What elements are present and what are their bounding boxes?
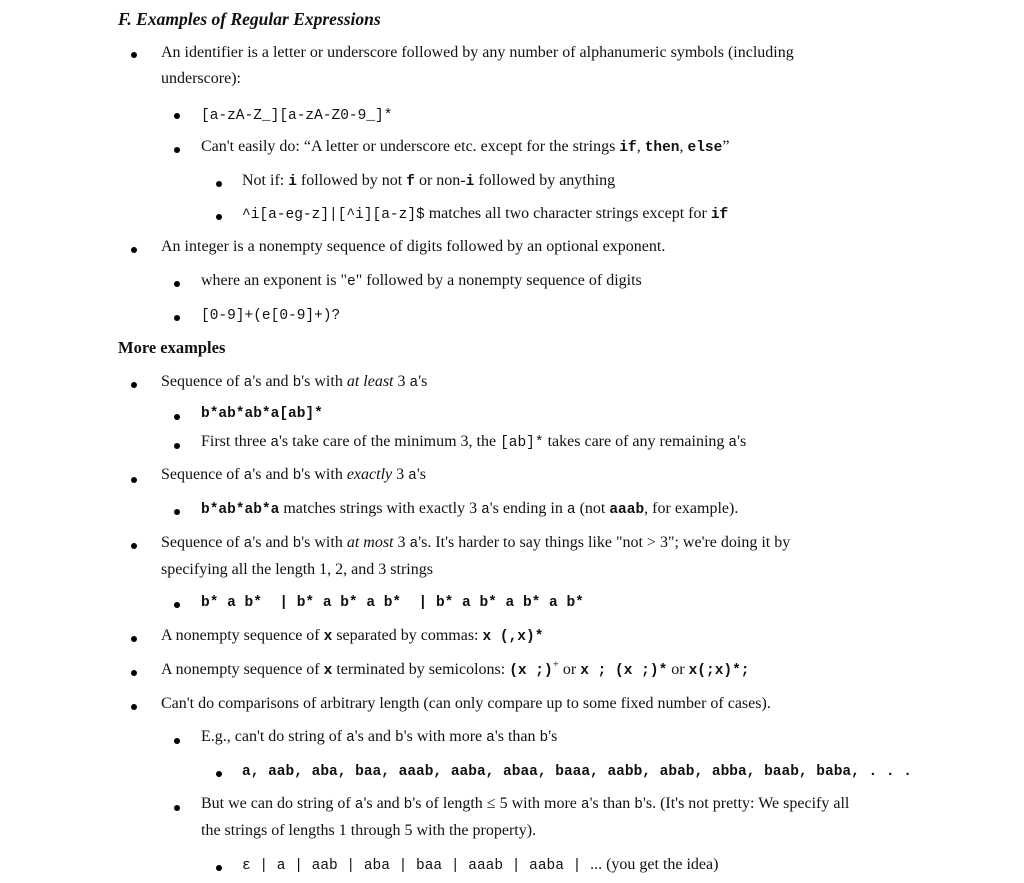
- at-least-regex: b*ab*ab*a[ab]*: [201, 406, 323, 422]
- semicolons-text: A nonempty sequence of x terminated by semicolons: (x ;)+ or x ; (x ;)* or x(;x)*;: [161, 658, 750, 679]
- bullet-icon: [174, 509, 180, 515]
- at-least-note: First three a's take care of the minimum 3, the [ab]* takes care of any remaining a's: [201, 433, 747, 451]
- bullet-icon: [174, 443, 180, 449]
- at-most-regex: b* a b* | b* a b* a b* | b* a b* a b* a b*: [201, 595, 584, 611]
- comparisons-list: a, aab, aba, baa, aaab, aaba, abaa, baaa, aabb, abab, abba, baab, baba, . . .: [242, 764, 913, 780]
- bullet-icon: [174, 602, 180, 608]
- bullet-icon: [131, 52, 137, 58]
- at-least-text: Sequence of a's and b's with at least 3 a's: [161, 373, 428, 391]
- exactly-note: b*ab*ab*a matches strings with exactly 3 a's ending in a (not aaab, for example).: [201, 500, 739, 518]
- integer-text: An integer is a nonempty sequence of digits followed by an optional exponent.: [161, 238, 666, 255]
- comparisons-but: But we can do string of a's and b's of length ≤ 5 with more a's than b's. (It's not pretty: We specify all the strings of lengths 1 through 5 with the property).: [201, 795, 850, 839]
- not-if-note: Not if: i followed by not f or non-i followed by anything: [242, 172, 616, 190]
- bullet-icon: [174, 281, 180, 287]
- epsilon-regex: ε | a | aab | aba | baa | aaab | aaba | ... (you get the idea): [242, 856, 719, 874]
- bullet-icon: [131, 247, 137, 253]
- exactly-text: Sequence of a's and b's with exactly 3 a's: [161, 466, 426, 484]
- at-most-text: Sequence of a's and b's with at most 3 a's. It's harder to say things like "not > 3"; we're doing it by specifying all the length 1, 2, and 3 strings: [161, 534, 791, 578]
- identifier-regex: [a-zA-Z_][a-zA-Z0-9_]*: [201, 108, 393, 124]
- bullet-icon: [131, 382, 137, 388]
- commas-text: A nonempty sequence of x separated by commas: x (,x)*: [161, 627, 544, 645]
- bullet-icon: [174, 738, 180, 744]
- integer-regex: [0-9]+(e[0-9]+)?: [201, 308, 341, 324]
- bullet-icon: [131, 477, 137, 483]
- bullet-icon: [131, 543, 137, 549]
- bullet-icon: [216, 865, 222, 871]
- bullet-icon: [216, 214, 222, 220]
- bullet-icon: [216, 181, 222, 187]
- bullet-icon: [131, 670, 137, 676]
- comparisons-text: Can't do comparisons of arbitrary length (can only compare up to some fixed number of cases).: [161, 695, 771, 712]
- comparisons-eg: E.g., can't do string of a's and b's with more a's than b's: [201, 728, 558, 746]
- bullet-icon: [216, 771, 222, 777]
- bullet-icon: [174, 414, 180, 420]
- section-heading: F. Examples of Regular Expressions: [118, 9, 381, 29]
- bullet-icon: [131, 636, 137, 642]
- two-char-regex-note: ^i[a-eg-z]|[^i][a-z]$ matches all two character strings except for if: [242, 205, 729, 223]
- exponent-note: where an exponent is "e" followed by a nonempty sequence of digits: [201, 272, 642, 290]
- identifier-text: An identifier is a letter or underscore followed by any number of alphanumeric symbols (including underscore):: [161, 44, 794, 87]
- bullet-icon: [131, 704, 137, 710]
- bullet-icon: [174, 315, 180, 321]
- bullet-icon: [174, 147, 180, 153]
- bullet-icon: [174, 113, 180, 119]
- subsection-heading: More examples: [118, 338, 226, 357]
- bullet-icon: [174, 805, 180, 811]
- cant-easily-note: Can't easily do: “A letter or underscore etc. except for the strings if, then, else”: [201, 138, 730, 156]
